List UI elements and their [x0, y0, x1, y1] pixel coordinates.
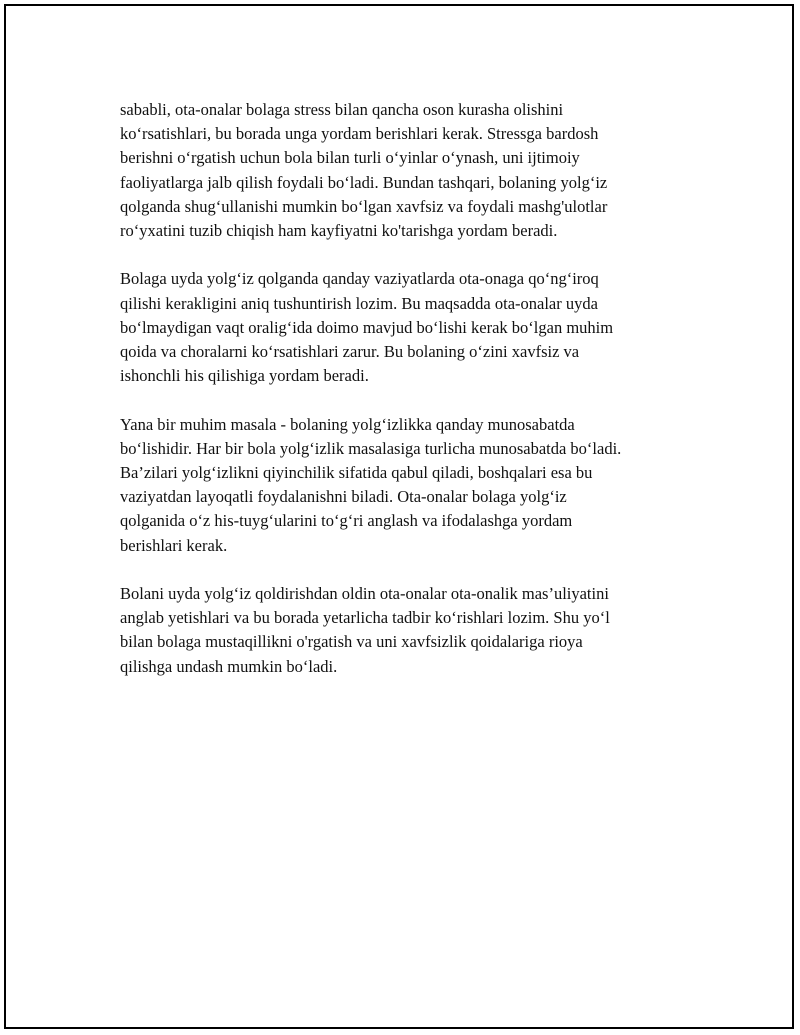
text-line: qilishi kerakligini aniq tushuntirish lozim. Bu maqsadda ota-onalar uyda	[120, 293, 598, 313]
text-line: sababli, ota-onalar bolaga stress bilan qancha oson kurasha olishini	[120, 100, 564, 119]
document-body	[120, 98, 700, 703]
text-line: berishlari kerak.	[120, 535, 228, 555]
text-line: berishni o‘rgatish uchun bola bilan turli o‘yinlar o‘ynash, uni ijtimoiy	[120, 148, 580, 168]
text-line: bilan bolaga mustaqillikni o'rgatish va uni xavfsizlik qoidalariga rioya	[120, 632, 583, 652]
text-line: qolganda shug‘ullanishi mumkin bo‘lgan xavfsiz va foydali mashg'ulotlar	[120, 196, 608, 216]
text-line: qilishga undash mumkin bo‘ladi.	[120, 656, 338, 676]
text-line: bo‘lishidir. Har bir bola yolg‘izlik masalasiga turlicha munosabatda bo‘ladi.	[120, 438, 622, 458]
text-line: qolganida o‘z his-tuyg‘ularini to‘g‘ri anglash va ifodalashga yordam	[120, 511, 573, 531]
text-line: qoida va choralarni ko‘rsatishlari zarur. Bu bolaning o‘zini xavfsiz va	[120, 342, 580, 362]
document-page	[4, 4, 794, 1029]
text-line: Bolaga uyda yolg‘iz qolganda qanday vaziyatlarda ota-onaga qo‘ng‘iroq	[120, 269, 599, 289]
text-line: ko‘rsatishlari, bu borada unga yordam berishlari kerak. Stressga bardosh	[120, 124, 599, 144]
text-line: Yana bir muhim masala - bolaning yolg‘izlikka qanday munosabatda	[120, 414, 575, 434]
paragraph-4	[120, 582, 700, 679]
text-line: Bolani uyda yolg‘iz qoldirishdan oldin ota-onalar ota-onalik mas’uliyatini	[120, 584, 609, 604]
text-line: Ba’zilari yolg‘izlikni qiyinchilik sifatida qabul qiladi, boshqalari esa bu	[120, 463, 593, 483]
text-line: anglab yetishlari va bu borada yetarlicha tadbir ko‘rishlari lozim. Shu yo‘l	[120, 608, 610, 628]
text-line: faoliyatlarga jalb qilish foydali bo‘ladi. Bundan tashqari, bolaning yolg‘iz	[120, 172, 608, 192]
paragraph-3	[120, 413, 700, 558]
paragraph-1	[120, 98, 700, 243]
paragraph-2	[120, 267, 700, 388]
text-line: vaziyatdan layoqatli foydalanishni biladi. Ota-onalar bolaga yolg‘iz	[120, 487, 567, 507]
text-line: ro‘yxatini tuzib chiqish ham kayfiyatni ko'tarishga yordam beradi.	[120, 221, 558, 241]
text-line: ishonchli his qilishiga yordam beradi.	[120, 366, 369, 386]
text-line: bo‘lmaydigan vaqt oralig‘ida doimo mavjud bo‘lishi kerak bo‘lgan muhim	[120, 317, 614, 337]
